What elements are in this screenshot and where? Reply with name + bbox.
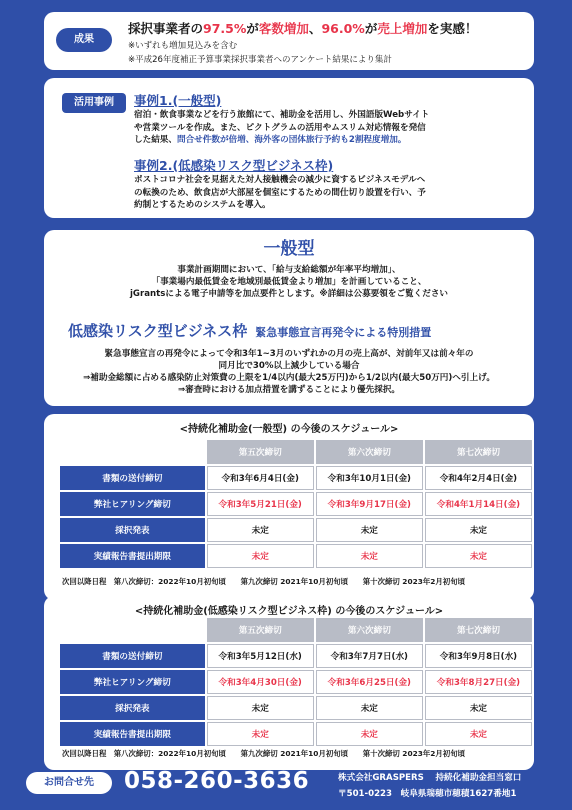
row-header: 弊社ヒアリング締切 <box>60 670 205 694</box>
table-row <box>60 544 532 568</box>
row-header: 実績報告書提出期限 <box>60 722 205 746</box>
lowrisk-body: 緊急事態宣言の再発令によって令和3年1~3月のいずれかの月の売上高が、対前年又は前々年の 同月比で30%以上減少している場合 ⇒補助金総額に占める感染防止対策費の上限を1/4以内(最大25万円)から1/2以内(最大50万円)へ引上げ。 ⇒審査時における加点措置を講ずることにより優先採択。 <box>83 349 495 395</box>
table-row <box>60 518 532 542</box>
table-header-row <box>60 618 532 642</box>
schedule-general-footnote: 次回以降日程 第八次締切：2022年10月初旬頃 第九次締切 2021年10月初旬頃 第十次締切 2023年2月初旬頃 <box>62 577 465 586</box>
table-cell: 未定 <box>316 518 423 542</box>
subsidy-types-card <box>44 230 534 406</box>
table-cell: 未定 <box>207 544 314 568</box>
table-cell: 令和3年6月4日(金) <box>207 466 314 490</box>
table-cell: 令和4年2月4日(金) <box>425 466 532 490</box>
schedule-general-title: <持続化補助金(一般型) の今後のスケジュール> <box>179 424 399 435</box>
table-row <box>60 492 532 516</box>
table-cell: 未定 <box>425 696 532 720</box>
schedule-general-table <box>58 438 534 570</box>
case2-body: ポストコロナ社会を見据えた対人接触機会の減少に資するビジネスモデルへ の転換のため、飲食店が大部屋を個室にするための間仕切り設置を行い、予 約制とするためのシステムを導入。 <box>134 175 426 210</box>
row-header: 弊社ヒアリング締切 <box>60 492 205 516</box>
table-cell: 令和3年4月30日(金) <box>207 670 314 694</box>
row-header: 書類の送付締切 <box>60 466 205 490</box>
table-cell: 令和3年9月17日(金) <box>316 492 423 516</box>
row-header: 実績報告書提出期限 <box>60 544 205 568</box>
table-cell: 令和3年7月7日(水) <box>316 644 423 668</box>
table-cell: 未定 <box>425 544 532 568</box>
table-row <box>60 644 532 668</box>
contact-address: 〒501-0223 岐阜県瑞穂市穂積1627番地1 <box>338 789 517 799</box>
lowrisk-title: 低感染リスク型ビジネス枠 <box>68 322 248 340</box>
case-studies-card <box>44 78 534 218</box>
table-row <box>60 670 532 694</box>
table-cell: 令和3年10月1日(金) <box>316 466 423 490</box>
results-note-2: ※平成26年度補正予算事業採択事業者へのアンケート結果により集計 <box>128 55 392 65</box>
lowrisk-heading <box>68 320 431 341</box>
case1-body: 宿泊・飲食事業などを行う旅館にて、補助金を活用し、外国語版Webサイト や営業ツールを作成。また、ピクトグラムの活用やムスリム対応情報を発信 した結果、問合せ件数が倍増、海外客の団体旅行予約も2割程度増加。 <box>134 110 430 145</box>
row-header: 採択発表 <box>60 518 205 542</box>
table-cell: 未定 <box>425 722 532 746</box>
table-cell: 未定 <box>207 518 314 542</box>
table-cell: 未定 <box>316 722 423 746</box>
lowrisk-subtitle: 緊急事態宣言再発令による特別措置 <box>255 326 432 339</box>
column-header: 第五次締切 <box>207 440 314 464</box>
column-header: 第七次締切 <box>425 440 532 464</box>
results-headline: 採択事業者の97.5%が客数増加、96.0%が売上増加を実感！ <box>128 21 478 36</box>
column-header: 第七次締切 <box>425 618 532 642</box>
table-cell: 令和3年8月27日(金) <box>425 670 532 694</box>
table-cell: 令和4年1月14日(金) <box>425 492 532 516</box>
row-header: 採択発表 <box>60 696 205 720</box>
case1-title: 事例1.(一般型) <box>134 93 222 108</box>
table-cell: 未定 <box>316 696 423 720</box>
row-header: 書類の送付締切 <box>60 644 205 668</box>
table-cell: 令和3年5月12日(水) <box>207 644 314 668</box>
table-header-row <box>60 440 532 464</box>
results-note-1: ※いずれも増加見込みを含む <box>128 41 238 51</box>
column-header: 第五次締切 <box>207 618 314 642</box>
table-cell: 未定 <box>207 696 314 720</box>
table-cell: 未定 <box>207 722 314 746</box>
column-header: 第六次締切 <box>316 618 423 642</box>
table-cell: 未定 <box>425 518 532 542</box>
table-row <box>60 722 532 746</box>
cases-badge: 活用事例 <box>62 93 126 113</box>
schedule-general-card <box>44 414 534 600</box>
table-row <box>60 696 532 720</box>
schedule-lowrisk-title: <持続化補助金(低感染リスク型ビジネス枠) の今後のスケジュール> <box>134 606 444 617</box>
contact-phone[interactable]: 058-260-3636 <box>124 768 310 794</box>
table-row <box>60 466 532 490</box>
schedule-lowrisk-card <box>44 596 534 770</box>
general-type-body: 事業計画期間において、「給与支給総額が年率平均増加」、 「事業場内最低賃金を地域別最低賃金より増加」を計画していること、 jGrantsによる電子申請等を加点要件とします。※詳細は公募要領をご覧ください <box>129 265 449 299</box>
table-cell: 令和3年5月21日(金) <box>207 492 314 516</box>
table-cell: 未定 <box>316 544 423 568</box>
results-badge: 成果 <box>56 28 112 52</box>
schedule-lowrisk-table <box>58 616 534 748</box>
schedule-lowrisk-footnote: 次回以降日程 第八次締切：2022年10月初旬頃 第九次締切 2021年10月初旬頃 第十次締切 2023年2月初旬頃 <box>62 749 465 758</box>
table-cell: 令和3年6月25日(金) <box>316 670 423 694</box>
contact-label: お問合せ先 <box>26 772 112 794</box>
case2-title: 事例2.(低感染リスク型ビジネス枠) <box>134 158 334 173</box>
results-card <box>44 12 534 70</box>
contact-company: 株式会社GRASPERS 持続化補助金担当窓口 <box>338 773 522 783</box>
general-type-title: 一般型 <box>263 239 315 259</box>
column-header: 第六次締切 <box>316 440 423 464</box>
table-cell: 令和3年9月8日(水) <box>425 644 532 668</box>
